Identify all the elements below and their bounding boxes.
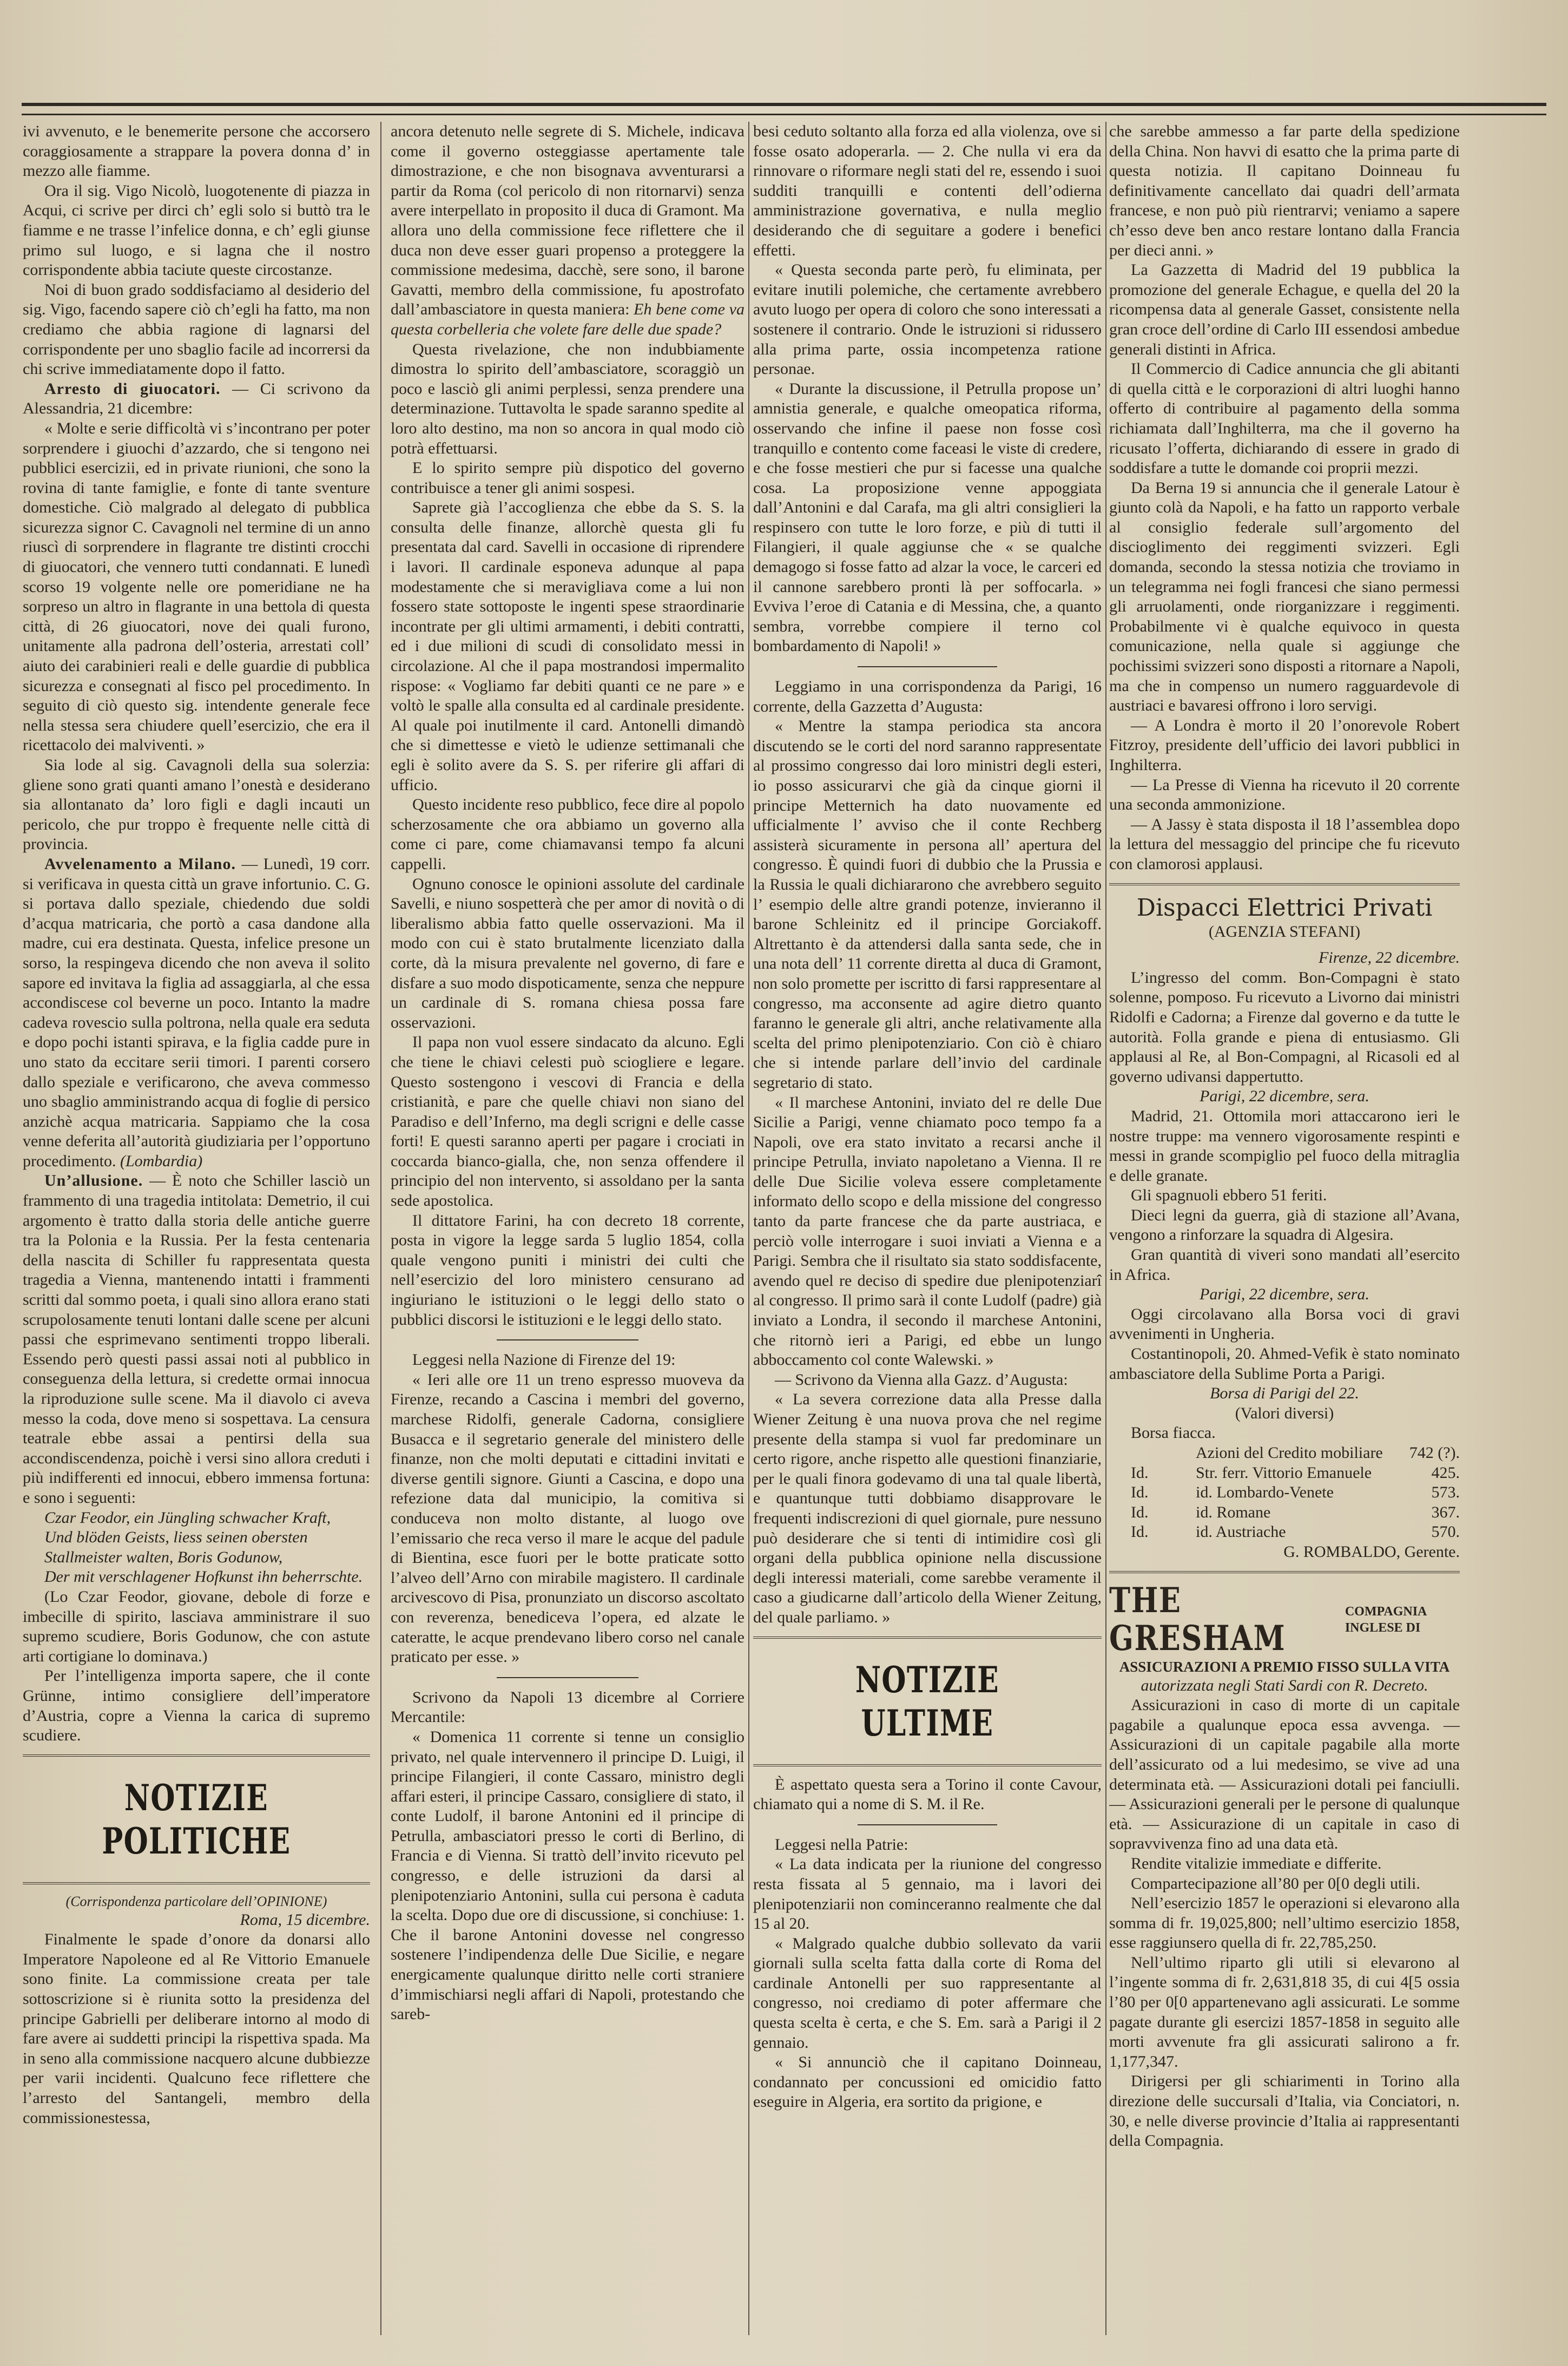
paragraph: Costantinopoli, 20. Ahmed-Vefik è stato nominato ambasciatore della Sublime Porta a Parigi.: [1109, 1345, 1460, 1383]
paragraph: Rendite vitalizie immediate e differite.: [1131, 1854, 1382, 1872]
separator: [753, 1637, 1102, 1639]
section-title-notizie-ultime: NOTIZIE ULTIME: [855, 1658, 1000, 1744]
paragraph: Il papa non vuol essere sindacato da alcuno. Egli che tiene le chiavi celesti può sciogliere e legare. Questo sostengono i vescovi di Francia e della cristianità, e pare che quelle chiavi non siano del Paradiso e dell’Inferno, ma degli scrigni e delle casse forti! E questi saranno aperti per pagare i crociati in coccarda bianco-gialla, che, non senza offendere il principio del non intervento, si assoldano per la santa sede apostolica.: [391, 1033, 745, 1210]
paragraph: « Il marchese Antonini, inviato del re delle Due Sicilie a Parigi, venne chiamato poco tempo fa a Napoli, ove era stato invitato a recarsi anche il principe Petrulla, inviato napoletano a Vienna. Il re delle Due Sicilie voleva essere completamente informato dello scopo e della missione del congresso tanto da parte francese che da parte austriaca, e perciò volle interrogare i suoi inviati a Vienna e a Parigi. Sembra che il risultato sia stato soddisfacente, avendo quel re deciso di spedire due plenipotenziarî al congresso. Il primo sarà il conte Ludolf (padre) già inviato a Londra, il secondo il marchese Antonini, che ritornò ieri a Parigi, ed ebbe un lungo abboccamento col conte Walewski. »: [753, 1093, 1102, 1369]
column-1: [23, 122, 370, 2335]
separator: [753, 1764, 1102, 1766]
paragraph: La Gazzetta di Madrid del 19 pubblica la promozione del generale Echague, e quella del 20 la ricompensa data al generale Gasset, consistente nella gran croce dell’ordine di Carlo III essendosi ambedue generali distinti in Africa.: [1109, 261, 1460, 358]
paragraph: « La data indicata per la riunione del congresso resta fissata al 5 gennaio, ma i lavori dei plenipotenziarii non cominceranno realmente che dal 15 al 20.: [753, 1855, 1102, 1933]
paragraph: Gran quantità di viveri sono mandati all’esercito in Africa.: [1109, 1246, 1460, 1284]
column-4: [1109, 122, 1460, 2335]
quote-text: Eh bene come va questa corbelleria che volete fare delle due spade?: [391, 300, 745, 338]
paragraph: besi ceduto soltanto alla forza ed alla violenza, ove si fosse osato adoperarla. — 2. Che nulla vi era da rinnovare o riformare negli stati del re, essendo i suoi sudditi tranquilli e contenti dell’odierna amministrazione governativa, e nulla meglio desiderando che di seguitare a godere i benefici effetti.: [753, 122, 1102, 259]
separator: [23, 1754, 370, 1757]
paragraph: Madrid, 21. Ottomila mori attaccarono ieri le nostre truppe: ma vennero vigorosamente respinti e messi in grande scompiglio pel fuoco della mitraglia e delle granate.: [1109, 1107, 1460, 1185]
verse-line: Der mit verschlagener Hofkunst ihn beherrschte.: [44, 1568, 363, 1586]
paragraph: Dieci legni da guerra, già di stazione all’Avana, vengono a rinforzare la squadra di Algesira.: [1109, 1206, 1460, 1244]
borsa-price: 573.: [1431, 1483, 1460, 1502]
borsa-row: [1109, 1522, 1460, 1542]
paragraph: Ognuno conosce le opinioni assolute del cardinale Savelli, e niuno sospetterà che per amor di novità o di liberalismo abbia fatto quelle osservazioni. Ma il modo con cui è stato brutalmente licenziato dalla corte, dà la misura prevalente nel governo, di fare e disfare a suo modo dispoticamente, senza che neppure un cardinale di S. romana chiesa possa fare osservazioni.: [391, 875, 745, 1031]
borsa-stock: id. Romane: [1196, 1503, 1271, 1521]
item-heading: Avvelenamento a Milano.: [44, 855, 236, 873]
gerente-signature: G. ROMBALDO, Gerente.: [1283, 1542, 1460, 1561]
paragraph: Questo incidente reso pubblico, fece dire al popolo scherzosamente che ora abbiamo un governo alla come ci pare, come chiamavansi tempo fa alcuni cappelli.: [391, 796, 745, 873]
paragraph: — A Londra è morto il 20 l’onorevole Robert Fitzroy, presidente dell’ufficio dei lavori pubblici in Inghilterra.: [1109, 716, 1460, 774]
borsa-price: 742 (?).: [1409, 1444, 1460, 1462]
borsa-prefix: Id.: [1131, 1523, 1149, 1541]
agency-label: (AGENZIA STEFANI): [1208, 922, 1361, 941]
borsa-row: [1109, 1503, 1460, 1523]
separator: [497, 1339, 638, 1340]
paragraph: ivi avvenuto, e le benemerite persone che accorsero coraggiosamente a strappare la povera donna d’ in mezzo alle fiamme.: [23, 122, 370, 180]
paragraph: Leggiamo in una corrispondenza da Parigi, 16 corrente, della Gazzetta d’Augusta:: [753, 678, 1102, 715]
separator: [497, 1677, 638, 1678]
borsa-prefix: Id.: [1131, 1463, 1149, 1482]
borsa-heading: Borsa di Parigi del 22.: [1210, 1384, 1359, 1403]
gresham-advert-header: [1109, 1582, 1460, 1658]
borsa-prefix: Id.: [1131, 1483, 1149, 1502]
paragraph: « Ieri alle ore 11 un treno espresso muoveva da Firenze, recando a Cascina i membri del governo, marchese Ridolfi, generale Cadorna, consigliere Busacca e il segretario generale del ministero delle finanze, non che molti deputati e cittadini invitati e diverse gentili signore. Giunti a Cascina, e dopo una refezione data dal municipio, la comitiva si conduceva non molto distante, al luogo ove l’emissario che reca verso il mare le acque del padule di Bientina, esce fuori per le botte praticate sotto l’alveo dell’Arno con mirabile magistero. Il cardinale arcivescovo di Pisa, pronunziato un discorso ascoltato con reverenza, benediceva l’opera, ed alzate le cateratte, le acque prendevano libero corso nel canale praticato per esse. »: [391, 1370, 745, 1666]
borsa-row: [1109, 1463, 1460, 1483]
paragraph: Nell’esercizio 1857 le operazioni si elevarono alla somma di fr. 19,025,800; nell’ultimo esercizio 1858, esse raggiunsero quella di fr. 22,785,250.: [1109, 1894, 1460, 1952]
verse-line: Und blöden Geists, liess seinen obersten: [44, 1528, 308, 1547]
correspondence-heading: (Corrispondenza particolare dell’OPINIONE): [65, 1893, 327, 1909]
column-divider: [748, 122, 749, 2335]
gresham-tagline: ASSICURAZIONI A PREMIO FISSO SULLA VITA: [1119, 1658, 1450, 1675]
column-3: [753, 122, 1102, 2335]
paragraph: Compartecipazione all’80 per 0[0 degli utili.: [1131, 1874, 1420, 1892]
paragraph: (Lo Czar Feodor, giovane, debole di forze e imbecille di spirito, lasciava amministrare il suo supremo scudiere, Boris Godunow, che con astute arti cortigiane lo dominava.): [23, 1587, 370, 1665]
item-text: — Ci scrivono da Alessandria, 21 dicembre:: [23, 379, 370, 418]
paragraph-text: ancora detenuto nelle segrete di S. Michele, indicava come il governo osteggiasse apertamente tale dimostrazione, e che non bisognava avventurarsi a partir da Roma (col pericolo di non ritornarvi) senza avere interpellato in proposito il duca di Gramont. Ma allora uno della commissione fece riflettere che il duca non deve esser guari propenso a proteggere la commissione medesima, dacchè, sere sono, il barone Gavatti, membro della commissione, fu apostrofato dall’ambasciatore in questa maniera:: [391, 122, 745, 319]
borsa-intro: Borsa fiacca.: [1131, 1424, 1216, 1442]
paragraph: Per l’intelligenza importa sapere, che il conte Grünne, intimo consigliere dell’imperatore d’Austria, copre a Vienna la carica di supremo scudiere.: [23, 1667, 370, 1745]
paragraph: « Questa seconda parte però, fu eliminata, per evitare inutili polemiche, che certamente avrebbero avuto luogo per opera di coloro che sono interessati a sostenere il contrario. Onde le istruzioni si ridussero alla prima parte, ossia incompetenza ratione personae.: [753, 261, 1102, 378]
news-item: [23, 1171, 370, 1508]
gresham-subtitle: COMPAGNIA INGLESE DI: [1345, 1604, 1427, 1635]
borsa-stock: id. Austriache: [1196, 1523, 1286, 1541]
source-label: (Lombardia): [120, 1152, 203, 1170]
borsa-subheading: (Valori diversi): [1235, 1404, 1334, 1422]
paragraph: Il Commercio di Cadice annuncia che gli abitanti di quella città e le corporazioni di altri luoghi hanno offerto di contribuire al pagamento della somma richiamata dall’Inghilterra, ma che il governo ha ricusato l’offerta, dichiarando di essere in grado di soddisfare a tutte le domande coi proprii mezzi.: [1109, 360, 1460, 477]
separator: [858, 1824, 997, 1825]
paragraph: E lo spirito sempre più dispotico del governo contribuisce a tener gli animi sospesi.: [391, 459, 745, 497]
separator: [858, 666, 997, 667]
dateline: Roma, 15 dicembre.: [240, 1910, 370, 1929]
dateline: Firenze, 22 dicembre.: [1318, 949, 1460, 967]
paragraph: — Scrivono da Vienna alla Gazz. d’Augusta:: [775, 1370, 1068, 1389]
paragraph: Leggesi nella Patrie:: [775, 1835, 908, 1854]
paragraph: Questa rivelazione, che non indubbiamente dimostra lo spirito dell’ambasciatore, scoraggiò un poco e lasciò gli animi perplessi, senza prendere una determinazione. Tuttavolta le spade saranno spedite al loro alto destino, ma non so ancora in qual modo ciò potrà effettuarsi.: [391, 340, 745, 457]
paragraph: Finalmente le spade d’onore da donarsi allo Imperatore Napoleone ed al Re Vittorio Emanuele sono finite. La commissione creata per tale sottoscrizione si è riunita sotto la presidenza del principe Gabrielli per deliberare intorno al modo di fare avere ai suddetti principi la rispettiva spada. Ma in seno alla commissione nacquero alcune dubbiezze per varii incidenti. Qualcuno fece riflettere che l’arresto del Santangeli, membro della commissionestessa,: [23, 1930, 370, 2127]
verse-line: Czar Feodor, ein Jüngling schwacher Kraft,: [44, 1508, 331, 1527]
borsa-row: [1109, 1443, 1460, 1463]
column-divider: [1105, 122, 1106, 2335]
borsa-price: 425.: [1431, 1463, 1460, 1482]
paragraph: Ora il sig. Vigo Nicolò, luogotenente di piazza in Acqui, ci scrive per dirci ch’ egli solo si buttò tra le fiamme e ne trasse l’infelice donna, e ch’ egli giunse primo sul luogo, e si lagna che il nostro corrispondente abbia taciute queste circostanze.: [23, 181, 370, 279]
borsa-price: 367.: [1431, 1503, 1460, 1521]
paragraph: [391, 122, 745, 340]
paragraph: Leggesi nella Nazione di Firenze del 19:: [412, 1351, 676, 1369]
borsa-stock: Str. ferr. Vittorio Emanuele: [1196, 1463, 1372, 1482]
item-text: — Lunedì, 19 corr. si verificava in questa città un grave infortunio. C. G. si portava dallo speziale, chiedendo due soldi d’acqua matricaria, che portò a casa dandone alla madre, cui era destinata. Questa, infelice presone un sorso, la respingeva dicendo che non aveva il solito sapore ed invitava la figlia ad assaggiarla, al che essa accondiscese col beverne un poco. Intanto la madre cadeva rovescio sulla poltrona, nella quale era seduta e dopo pochi istanti spirava, e la figlia cadde pure in uno stato da eccitare serii timori. I parenti corsero dallo speziale e verificarono, che aveva commesso uno sbaglio amministrando acqua di foglie di persico anzichè acqua matricaria. Sappiamo che la cosa venne deferita all’autorità giudiziaria per l’opportuno procedimento.: [23, 855, 370, 1170]
paragraph: — A Jassy è stata disposta il 18 l’assemblea dopo la lettura del messaggio del principe che fu ricevuto con clamorosi applausi.: [1109, 815, 1460, 873]
borsa-prefix: [1131, 1443, 1180, 1463]
borsa-price: 570.: [1431, 1523, 1460, 1541]
paragraph: Da Berna 19 si annuncia che il generale Latour è giunto colà da Napoli, e ha fatto un rapporto verbale al consiglio federale sull’argomento del discioglimento dei reggimenti svizzeri. Egli domanda, secondo la stessa notizia che troviamo in un telegramma nei fogli francesi che siano permessi gli arruolamenti, onde riorganizzare i reggimenti. Probabilmente vi è qualche equivoco in questa comunicazione, nella quale si aggiunge che pochissimi svizzeri sono disposti a ritornare a Napoli, ma che in compenso un numero ragguardevole di austriaci e bavaresi offrono i loro servigi.: [1109, 478, 1460, 715]
paragraph: Gli spagnuoli ebbero 51 feriti.: [1131, 1186, 1327, 1205]
paragraph: Sia lode al sig. Cavagnoli della sua solerzia: gliene sono grati quanti amano l’onestà e desiderano sia allontanato da’ loro figli e dagli incauti un pericolo, che pur troppo è frequente nelle città di provincia.: [23, 756, 370, 853]
gresham-authorization: autorizzata negli Stati Sardi con R. Decreto.: [1141, 1676, 1428, 1694]
dateline: Parigi, 22 dicembre, sera.: [1200, 1285, 1369, 1304]
paragraph: Il dittatore Farini, ha con decreto 18 corrente, posta in vigore la legge sarda 5 luglio 1854, colla quale vengono puniti i ministri dei culti che nell’esercizio del loro ministero censurano ad ingiuriano le istituzioni o le leggi dello stato o pubblici discorsi le istituzioni e le leggi dello stato.: [391, 1211, 745, 1329]
paragraph: che sarebbe ammesso a far parte della spedizione della China. Non havvi di esatto che la prima parte di questa notizia. Il capitano Doinneau fu definitivamente cancellato dai quadri dell’armata francese, e non può più rientrarvi; veniamo a sapere ch’esso deve ben anco restare lontano dalla Francia per dieci anni. »: [1109, 122, 1460, 259]
paragraph: « Malgrado qualche dubbio sollevato da varii giornali sulla scelta fatta dalla corte di Roma del cardinale Antonelli per suo rappresentante al congresso, noi crediamo di poter affermare che questa scelta è certa, e che S. Em. sarà a Parigi il 2 gennaio.: [753, 1934, 1102, 2052]
news-item: [23, 855, 370, 1172]
column-2: [391, 122, 745, 2335]
borsa-prefix: Id.: [1131, 1503, 1149, 1521]
borsa-stock: id. Lombardo-Venete: [1196, 1483, 1334, 1502]
separator: [1109, 1571, 1460, 1573]
paragraph: È aspettato questa sera a Torino il conte Cavour, chiamato qui a nome di S. M. il Re.: [753, 1775, 1102, 1813]
item-heading: Arresto di giuocatori.: [44, 379, 221, 398]
news-item: [23, 379, 370, 419]
paragraph: Saprete già l’accoglienza che ebbe da S. S. la consulta delle finanze, allorchè questa gli fu presentata dal card. Savelli in occasione di riprendere i lavori. Il cardinale esponeva adunque al papa modestamente che si meravigliava come a lui non fossero state sottoposte le ingenti spese straordinarie incontrate per gli ultimi armamenti, i debiti contratti, ed i due milioni di scudi di consolidato messi in circolazione. Al che il papa mostrandosi impermalito rispose: « Vogliamo far debiti quanti ce ne pare » e voltò le spalle alla consulta ed al cardinale presidente. Al quale poi inutilmente il card. Antonelli dimandò che si dimettesse e vietò le udienze settimanali che egli è solito avere da S. S. per riferire gli affari di ufficio.: [391, 498, 745, 794]
paragraph: Nell’ultimo riparto gli utili si elevarono al l’ingente somma di fr. 2,631,818 35, di cui 4[5 ossia l’80 per 0[0 appartenevano agli assicurati. Le somme pagate durante gli esercizi 1857-1858 in seguito alle morti avvenute fra gli assicurati salirono a fr. 1,177,347.: [1109, 1953, 1460, 2071]
column-divider: [380, 122, 381, 2335]
item-heading: Un’allusione.: [44, 1172, 143, 1190]
borsa-stock: Azioni del Credito mobiliare: [1196, 1444, 1383, 1462]
borsa-row: [1109, 1483, 1460, 1503]
paragraph: « La severa correzione data alla Presse dalla Wiener Zeitung è una nuova prova che nel regime presente della stampa si vuol far predominare un certo rigore, anche rispetto alle questioni finanziarie, per le quali finora godevamo di una tal quale libertà, e quantunque tutti dobbiamo disapprovare le frequenti indiscrezioni di quel giornale, pure nessuno può desiderare che si tenti di intimidire così gli organi della pubblica opinione nella discussione degli interessi materiali, come sarebbe veramente il caso a giudicarne dall’articolo della Wiener Zeitung, del quale parliamo. »: [753, 1390, 1102, 1626]
verse-line: Stallmeister walten, Boris Godunow,: [44, 1548, 283, 1566]
top-rule: [22, 103, 1546, 115]
gresham-title: THE GRESHAM: [1109, 1580, 1286, 1659]
separator: [23, 1882, 370, 1884]
paragraph: « Si annunciò che il capitano Doinneau, condannato per concussioni ed omicidio fatto eseguire in Algeria, era sortito da prigione, e: [753, 2053, 1102, 2111]
paragraph: « Molte e serie difficoltà vi s’incontrano per poter sorprendere i giuochi d’azzardo, che si tengono nei pubblici esercizii, ed in private riunioni, che sono la rovina di tante famiglie, e fonte di tante sventure domestiche. Ciò malgrado al delegato di pubblica sicurezza signor C. Cavagnoli nel termine di un anno riuscì di sorprendere in flagrante tre distinti crocchi di giuocatori, che vennero tutti condannati. E lunedì scorso 19 volgente nelle ore pomeridiane ne ha sorpreso un altro in flagrante in una bettola di questa città, di 26 giuocatori, nove dei quali furono, unitamente alla padrona dell’osteria, arrestati coll’ aiuto dei carabinieri reali e delle guardie di pubblica sicurezza e consegnati al fisco pel procedimento. In seguito di ciò questo sig. intendente generale fece nella stessa sera chiudere quell’esercizio, che era il ricettacolo dei malviventi. »: [23, 419, 370, 754]
separator: [1109, 883, 1460, 885]
item-text: — È noto che Schiller lasciò un frammento di una tragedia intitolata: Demetrio, il cui argomento è tratto dalla storia delle antiche guerre tra la Polonia e la Russia. Per la festa centenaria della nascita di Schiller fu rappresentata questa tragedia a Vienna, mantenendo intatti i frammenti scritti dal sommo poeta, i quali sino allora erano stati scrupolosamente tenuti lontani dalle scene per alcuni passi che esprimevano sentimenti troppo liberali. Essendo però questi passi assai noti al pubblico in conseguenza della lettura, si credette ormai innocua la riproduzione sulle scene. Ma il diavolo ci aveva messo la coda, dove meno si sospettava. La censura teatrale ebbe assai a pentirsi della sua accondiscendenza, poichè i versi sino allora creduti i più indifferenti ed innocui, ebbero immensa fortuna: e sono i seguenti:: [23, 1172, 370, 1507]
paragraph: Noi di buon grado soddisfaciamo al desiderio del sig. Vigo, facendo sapere ciò ch’egli ha fatto, ma non crediamo che abbia ragione di lagnarsi del corrispondente per uno sbaglio facile ad incorrersi da chi scrive immediatamente dopo il fatto.: [23, 280, 370, 378]
dateline: Parigi, 22 dicembre, sera.: [1200, 1087, 1369, 1106]
section-title-dispacci: Dispacci Elettrici Privati: [1136, 893, 1433, 922]
paragraph: Oggi circolavano alla Borsa voci di gravi avvenimenti in Ungheria.: [1109, 1305, 1460, 1343]
paragraph: Assicurazioni in caso di morte di un capitale pagabile a qualunque epoca essa avvenga. — Assicurazioni di un capitale pagabile alla morte dell’assicurato od a lui medesimo, se vive ad una determinata età. — Assicurazioni dotali pei fanciulli. — Assicurazioni generali per le persone di qualunque età. — Assicurazione di un capitale in caso di sopravvivenza fino ad una data età.: [1109, 1696, 1460, 1853]
paragraph: « Mentre la stampa periodica sta ancora discutendo se le corti del nord saranno rappresentate al prossimo congresso dai loro ministri degli esteri, io posso assicurarvi che già da cinque giorni il principe Metternich ha dato nuovamente ed ufficialmente l’ avviso che il conte Rechberg assisterà sicuramente in persona all’ apertura del congresso. È quindi fuori di dubbio che la Prussia e la Russia le quali dichiararono che avrebbero seguito l’ esempio delle altre grandi potenze, invieranno il barone Schleinitz ed il principe Gorciakoff. Altrettanto è da attendersi dalla santa sede, che in una nota dell’ 11 corrente diretta al duca di Gramont, non solo promette per iscritto di farsi rappresentare al congresso, ma acconsente ad agire dietro quanto faranno le generale gli altri, anche relativamente alla scelta del primo plenipotenziario. Con ciò è chiaro che si intende parlare dell’invio del cardinale segretario di stato.: [753, 717, 1102, 1092]
paragraph: Dirigersi per gli schiarimenti in Torino alla direzione delle succursali d’Italia, via Conciatori, n. 30, e nelle diverse provincie d’Italia ai rappresentanti della Compagnia.: [1109, 2072, 1460, 2150]
paragraph: — La Presse di Vienna ha ricevuto il 20 corrente una seconda ammonizione.: [1109, 775, 1460, 814]
section-title-notizie-politiche: NOTIZIE POLITICHE: [102, 1776, 291, 1862]
paragraph: « Durante la discussione, il Petrulla propose un’ amnistia generale, e qualche omeopatica riforma, osservando che infine il paese non fosse così tranquillo e contento come faceasi le viste di credere, e che fosse mestieri che pur si facesse una qualche cosa. La proposizione venne appoggiata dall’Antonini e dal Carafa, ma gli altri consiglieri la respinsero con tutte le loro forze, e più di tutti il Filangieri, il quale aggiunse che « se qualche demagogo si fosse fatto ad alzar la voce, le carceri ed il cannone sarebbero pronti là per soffocarla. » Evviva l’eroe di Catania e di Messina, che, a quanto sembra, vorrebbe compiere il terno col bombardamento di Napoli! »: [753, 379, 1102, 655]
paragraph: Scrivono da Napoli 13 dicembre al Corriere Mercantile:: [391, 1688, 745, 1726]
paragraph: « Domenica 11 corrente si tenne un consiglio privato, nel quale intervennero il principe D. Luigi, il principe Filangieri, il conte Cassaro, ministro degli affari esteri, il principe Cassaro, consigliere di stato, il conte Ludolf, il barone Antonini ed il principe di Petrulla, ambasciatori presso le corti di Berlino, di Francia e di Vienna. Si trattò dell’invito ricevuto pel congresso, e delle istruzioni da darsi al plenipotenziario Antonini, sulla cui persona è caduta la scelta. Dopo due ore di discussione, si conchiuse: 1. Che il barone Antonini dovesse nel congresso sostenere l’indipendenza delle Due Sicilie, e negare energicamente qualunque diritto nelle corti straniere d’immischiarsi negli affari di Napoli, protestando che sareb-: [391, 1727, 745, 2023]
paragraph: L’ingresso del comm. Bon-Compagni è stato solenne, pomposo. Fu ricevuto a Livorno dai ministri Ridolfi e Cadorna; a Firenze dal governo e da tutte le autorità. Folla grande e piena di entusiasmo. Gli applausi al Re, al Bon-Compagni, al Ricasoli ed al governo udivansi dappertutto.: [1109, 968, 1460, 1086]
